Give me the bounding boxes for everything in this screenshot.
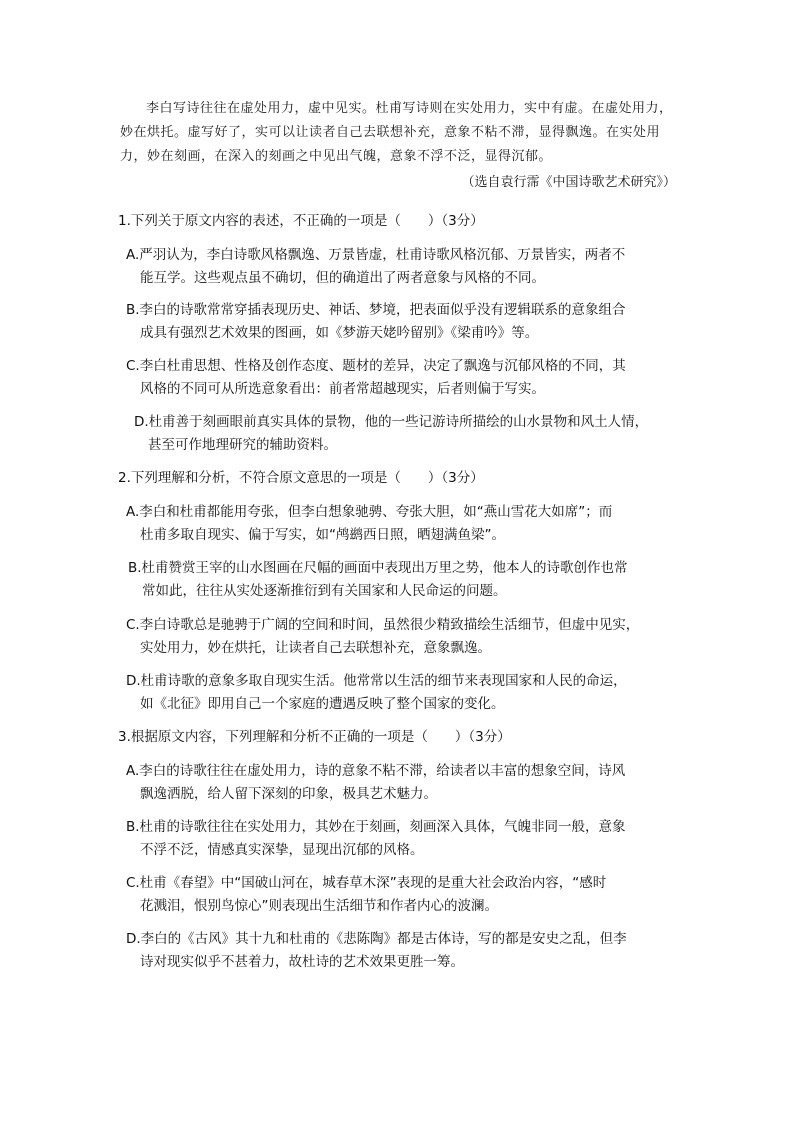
passage-paragraph xyxy=(120,97,680,169)
option-line: 风格的不同可从所选意象看出：前者常超越现实，后者则偏于写实。 xyxy=(140,381,545,397)
question-1-option-c xyxy=(126,355,686,401)
option-line: 甚至可作地理研究的辅助资料。 xyxy=(148,437,337,453)
question-2-stem: 2.下列理解和分析，不符合原文意思的一项是（ ）（3分） xyxy=(118,470,484,486)
option-line: 花溅泪，恨别鸟惊心”则表现出生活细节和作者内心的波澜。 xyxy=(140,898,498,914)
option-line: B.杜甫赞赏王宰的山水图画在尺幅的画面中表现出万里之势，他本人的诗歌创作也常 xyxy=(128,560,628,576)
passage-text: 李白写诗往往在虚处用力，虚中见实。杜甫写诗则在实处用力，实中有虚。在虚处用力，妙在烘托。虚写好了，实可以让读者自己去联想补充，意象不粘不滞，显得飘逸。在实处用力，妙在刻画，在深入的刻画之中见出气魄，意象不浮不泛，显得沉郁。 xyxy=(120,101,673,164)
option-line: 成具有强烈艺术效果的图画，如《梦游天姥吟留别》《梁甫吟》等。 xyxy=(140,325,539,341)
question-1-option-a xyxy=(126,244,686,290)
question-3-option-c xyxy=(126,872,686,918)
option-line: 诗对现实似乎不甚着力，故杜诗的艺术效果更胜一筹。 xyxy=(140,954,464,970)
passage-source: （选自袁行霈《中国诗歌艺术研究》） xyxy=(461,175,676,190)
question-3-option-b xyxy=(126,816,686,862)
option-line: 杜甫多取自现实、偏于写实，如“鸬鹚西日照，晒翅满鱼梁”。 xyxy=(140,527,505,543)
option-line: 实处用力，妙在烘托，让读者自己去联想补充，意象飘逸。 xyxy=(140,640,491,656)
question-3-option-a xyxy=(126,760,686,806)
question-2-option-b xyxy=(128,557,688,603)
option-line: A.李白和杜甫都能用夸张，但李白想象驰骋、夸张大胆，如“燕山雪花大如席”；而 xyxy=(126,504,613,520)
option-line: 如《北征》即用自己一个家庭的遭遇反映了整个国家的变化。 xyxy=(140,696,505,712)
option-line: C.杜甫《春望》中“国破山河在，城春草木深”表现的是重大社会政治内容，“感时 xyxy=(126,875,607,891)
option-line: B.李白的诗歌常常穿插表现历史、神话、梦境，把表面似乎没有逻辑联系的意象组合 xyxy=(126,302,626,318)
option-line: C.李白杜甫思想、性格及创作态度、题材的差异，决定了飘逸与沉郁风格的不同，其 xyxy=(126,358,626,374)
option-line: D.李白的《古风》其十九和杜甫的《悲陈陶》都是古体诗，写的都是安史之乱，但李 xyxy=(126,931,627,947)
option-line: D.杜甫诗歌的意象多取自现实生活。他常常以生活的细节来表现国家和人民的命运， xyxy=(126,673,627,689)
option-line: C.李白诗歌总是驰骋于广阔的空间和时间，虽然很少精致描绘生活细节，但虚中见实， xyxy=(126,617,640,633)
option-line: A.李白的诗歌往往在虚处用力，诗的意象不粘不滞，给读者以丰富的想象空间，诗风 xyxy=(126,763,626,779)
question-1-option-d xyxy=(134,411,694,457)
question-2-option-c xyxy=(126,614,686,660)
option-line: D.杜甫善于刻画眼前真实具体的景物，他的一些记游诗所描绘的山水景物和风土人情， xyxy=(134,414,649,430)
question-2-option-a xyxy=(126,501,686,547)
option-line: A.严羽认为，李白诗歌风格飘逸、万景皆虚，杜甫诗歌风格沉郁、万景皆实，两者不 xyxy=(126,247,626,263)
question-3-stem: 3.根据原文内容，下列理解和分析不正确的一项是（ ）（3分） xyxy=(118,729,511,745)
option-line: 能互学。这些观点虽不确切，但的确道出了两者意象与风格的不同。 xyxy=(140,270,545,286)
question-1-option-b xyxy=(126,299,686,345)
option-line: B.杜甫的诗歌往往在实处用力，其妙在于刻画，刻画深入具体，气魄非同一般，意象 xyxy=(126,819,626,835)
option-line: 不浮不泛，情感真实深挚，显现出沉郁的风格。 xyxy=(140,842,424,858)
question-3-option-d xyxy=(126,928,686,974)
question-1-stem: 1.下列关于原文内容的表述，不正确的一项是（ ）（3分） xyxy=(118,213,484,229)
question-2-option-d xyxy=(126,670,686,716)
option-line: 飘逸洒脱，给人留下深刻的印象，极具艺术魅力。 xyxy=(140,786,437,802)
option-line: 常如此，往往从实处逐渐推衍到有关国家和人民命运的问题。 xyxy=(142,583,507,599)
